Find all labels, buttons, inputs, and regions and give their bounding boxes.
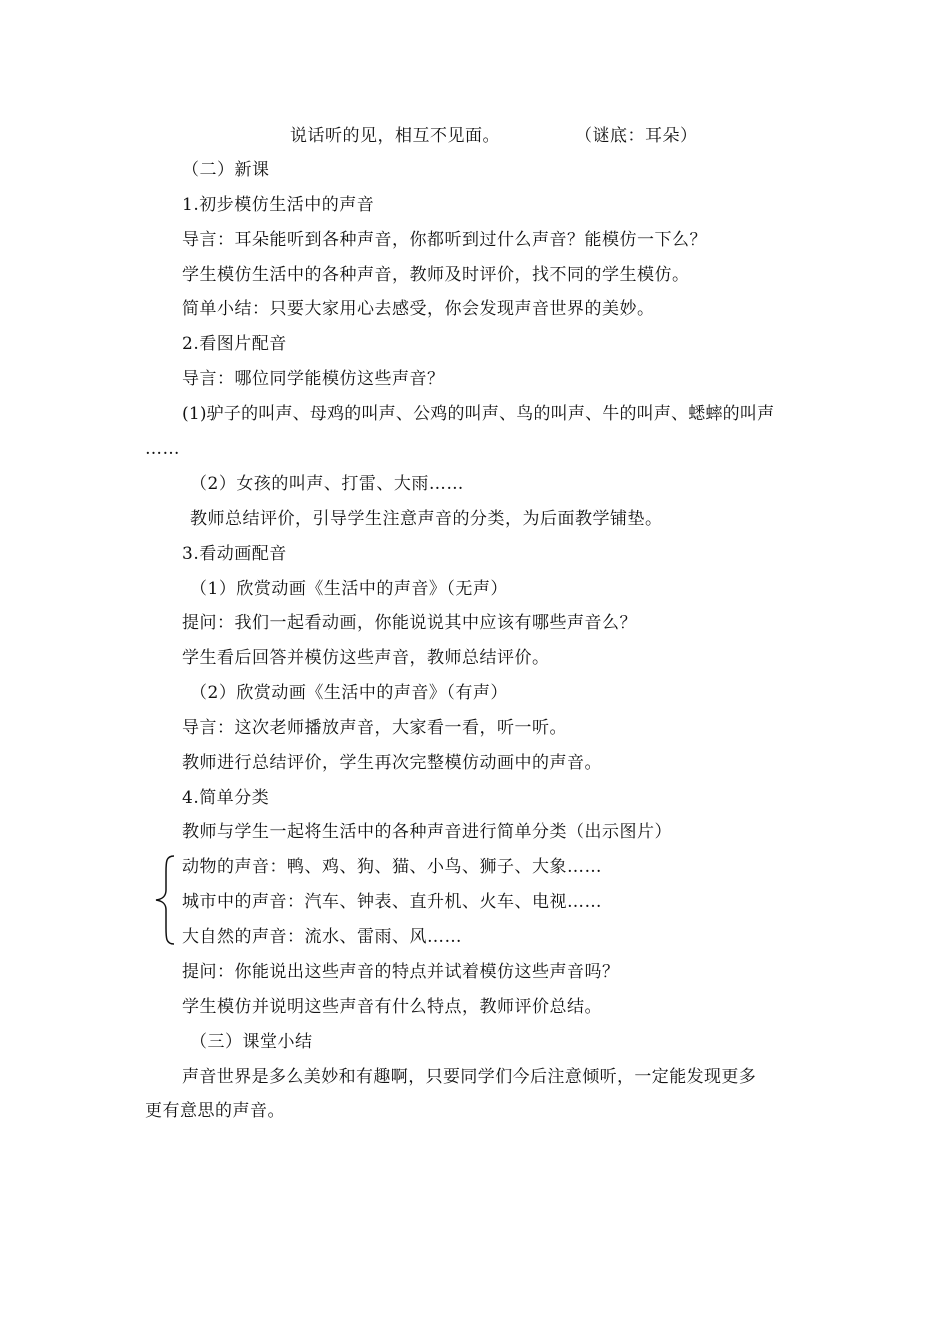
section-heading-summary: （三）课堂小结 <box>190 1032 313 1052</box>
item3-question1: 提问：我们一起看动画，你能说说其中应该有哪些声音么？ <box>182 613 637 633</box>
item2-part1-continued: …… <box>145 439 180 459</box>
item2-intro: 导言：哪位同学能模仿这些声音？ <box>182 369 445 389</box>
curly-brace-icon <box>150 854 178 946</box>
item3-intro2: 导言：这次老师播放声音，大家看一看，听一听。 <box>182 718 567 738</box>
item3-evaluation2: 教师进行总结评价，学生再次完整模仿动画中的声音。 <box>182 753 602 773</box>
item3-part1: （1）欣赏动画《生活中的声音》（无声） <box>190 579 508 599</box>
riddle-answer: （谜底：耳朵） <box>575 126 698 146</box>
item1-title: 1.初步模仿生活中的声音 <box>182 195 375 215</box>
section-heading-new-lesson: （二）新课 <box>182 160 270 180</box>
item2-evaluation: 教师总结评价，引导学生注意声音的分类，为后面教学铺垫。 <box>190 509 663 529</box>
summary-line-2: 更有意思的声音。 <box>145 1101 285 1121</box>
riddle-text: 说话听的见，相互不见面。 <box>290 126 500 146</box>
item4-question: 提问：你能说出这些声音的特点并试着模仿这些声音吗？ <box>182 962 620 982</box>
item4-intro: 教师与学生一起将生活中的各种声音进行简单分类（出示图片） <box>182 822 672 842</box>
category-city: 城市中的声音：汽车、钟表、直升机、火车、电视…… <box>182 892 602 912</box>
item3-answer1: 学生看后回答并模仿这些声音，教师总结评价。 <box>182 648 550 668</box>
category-nature: 大自然的声音：流水、雷雨、风…… <box>182 927 462 947</box>
item2-part1: (1)驴子的叫声、母鸡的叫声、公鸡的叫声、鸟的叫声、牛的叫声、蟋蟀的叫声 <box>182 404 775 424</box>
riddle-line <box>290 124 698 148</box>
item1-summary: 简单小结：只要大家用心去感受，你会发现声音世界的美妙。 <box>182 299 655 319</box>
item2-title: 2.看图片配音 <box>182 334 287 354</box>
item1-intro: 导言：耳朵能听到各种声音，你都听到过什么声音？能模仿一下么？ <box>182 230 707 250</box>
item1-activity: 学生模仿生活中的各种声音，教师及时评价，找不同的学生模仿。 <box>182 265 690 285</box>
item2-part2: （2）女孩的叫声、打雷、大雨…… <box>190 474 464 494</box>
item4-answer: 学生模仿并说明这些声音有什么特点，教师评价总结。 <box>182 997 602 1017</box>
summary-line-1: 声音世界是多么美妙和有趣啊，只要同学们今后注意倾听，一定能发现更多 <box>182 1067 757 1087</box>
item4-title: 4.简单分类 <box>182 788 270 808</box>
category-animals: 动物的声音：鸭、鸡、狗、猫、小鸟、狮子、大象…… <box>182 857 602 877</box>
item3-title: 3.看动画配音 <box>182 544 287 564</box>
item3-part2: （2）欣赏动画《生活中的声音》（有声） <box>190 683 508 703</box>
